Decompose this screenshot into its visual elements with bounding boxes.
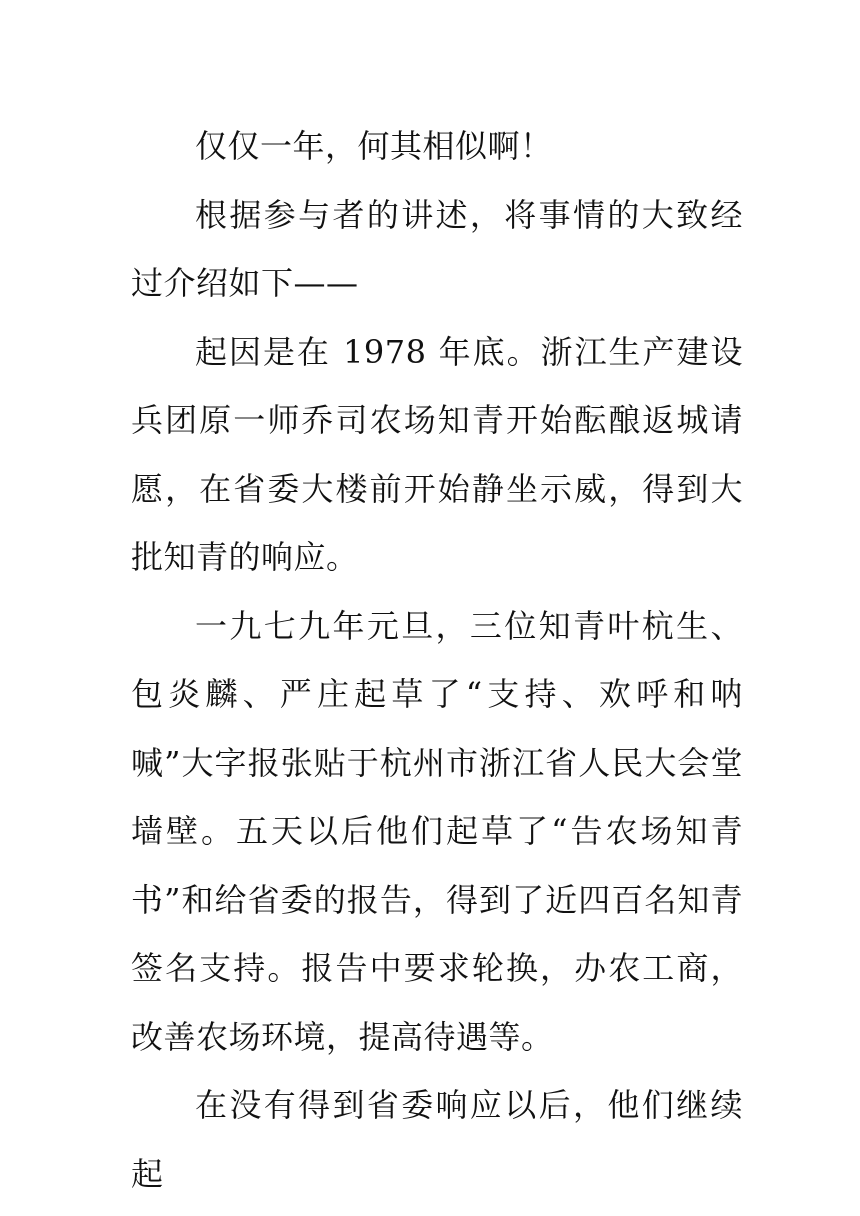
paragraph-3: 起因是在 1978 年底。浙江生产建设兵团原一师乔司农场知青开始酝酿返城请愿，在省委大楼前开始静坐示威，得到大批知青的响应。 (131, 332, 743, 576)
paragraph-5: 在没有得到省委响应以后，他们继续起 (131, 1086, 743, 1193)
paragraph-1: 仅仅一年，何其相似啊！ (195, 127, 553, 165)
body-text (131, 112, 743, 1208)
paragraph-2: 根据参与者的讲述，将事情的大致经过介绍如下—— (131, 195, 743, 302)
paragraph-4: 一九七九年元旦，三位知青叶杭生、包炎麟、严庄起草了“支持、欢呼和呐喊”大字报张贴于杭州市浙江省人民大会堂墙壁。五天以后他们起草了“告农场知青书”和给省委的报告，得到了近四百名知青签名支持。报告中要求轮换，办农工商，改善农场环境，提高待遇等。 (131, 606, 743, 1056)
